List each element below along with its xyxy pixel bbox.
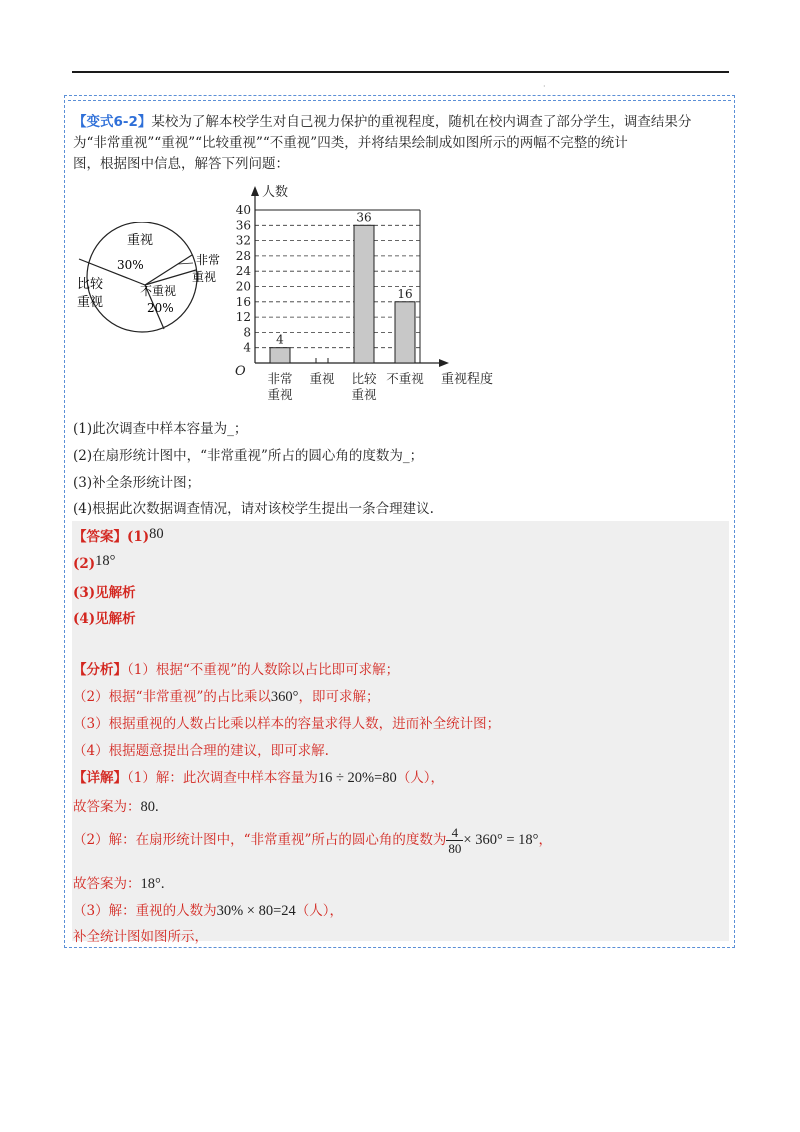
bar-value-label-2: 36 [356, 210, 372, 225]
detail-2-fraction [446, 825, 463, 856]
bar-chart [225, 180, 515, 405]
pie-label-bijiao-2: 重视 [77, 295, 104, 310]
analysis-tag: 【分析】 [73, 662, 127, 678]
detail-2-math: × 360° = 18° [463, 832, 539, 848]
y-tick-label-32: 32 [235, 233, 251, 248]
header-rule [72, 71, 729, 73]
detail-1-ans-pre: 故答案为： [73, 799, 141, 815]
answer-line-3: (3)见解析 [73, 585, 136, 601]
detail-line-5 [73, 899, 343, 920]
question-stem [73, 112, 723, 175]
origin-label: O [235, 364, 246, 379]
question-tag: 【变式6-2】 [73, 114, 152, 130]
detail-2-frac-den: 80 [448, 841, 462, 856]
y-tick-label-16: 16 [235, 294, 251, 309]
detail-3-pre: （3）解：重视的人数为 [73, 903, 217, 919]
answer-line-1 [73, 525, 164, 545]
y-axis-label: 人数 [262, 185, 289, 200]
detail-1-math: 16 ÷ 20%=80 [317, 770, 397, 786]
stem-line-3: 图，根据图中信息，解答下列问题： [73, 156, 289, 172]
sub-question-4: (4)根据此次数据调查情况，请对该校学生提出一条合理建议. [73, 501, 434, 517]
sub-question-1: (1)此次调查中样本容量为_； [73, 421, 248, 437]
detail-1-ans-post: . [155, 799, 159, 815]
pie-pct-buzhongshi: 20% [147, 301, 174, 315]
detail-3-post: （人）， [295, 903, 344, 919]
detail-line-1 [73, 766, 444, 787]
stem-line-1: 某校为了解本校学生对自己视力保护的重视程度，随机在校内调查了部分学生，调查结果分 [151, 114, 692, 130]
analysis-line-1 [73, 658, 399, 678]
x-tick-label-1-0: 重视 [309, 371, 335, 386]
answer-2-prefix: (2) [73, 556, 96, 572]
y-tick-label-12: 12 [235, 310, 251, 325]
y-tick-label-8: 8 [243, 325, 251, 340]
detail-1-post: （人）， [396, 770, 445, 786]
detail-2-pre: （2）解：在扇形统计图中，“非常重视”所占的圆心角的度数为 [73, 832, 447, 848]
frame-inner-rule [68, 100, 731, 108]
answer-1-value: 80 [149, 526, 164, 542]
x-tick-label-2-1: 重视 [351, 387, 377, 402]
detail-1-ans-math: 80 [140, 799, 155, 815]
pie-label-feichang-2: 重视 [192, 270, 217, 284]
analysis-2-math: 360° [270, 689, 299, 705]
pie-label-feichang-1: 非常 [196, 253, 221, 267]
sub-question-2: (2)在扇形统计图中，“非常重视”所占的圆心角的度数为_； [73, 448, 424, 464]
pie-label-bijiao-1: 比较 [77, 277, 104, 292]
analysis-2-pre: （2）根据“非常重视”的占比乘以 [73, 689, 271, 705]
detail-3-math: 30% × 80=24 [216, 903, 296, 919]
bar-0 [270, 348, 290, 363]
y-tick-label-40: 40 [235, 203, 251, 217]
detail-line-6: 补全统计图如图所示， [73, 929, 208, 945]
detail-2-ans-post: . [160, 876, 165, 892]
analysis-1: （1）根据“不重视”的人数除以占比即可求解； [127, 662, 400, 678]
answer-tag: 【答案】 [73, 529, 127, 545]
stem-line-2: 为“非常重视”“重视”“比较重视”“不重视”四类，并将结果绘制成如图所示的两幅不完整的统计 [73, 135, 628, 151]
detail-line-2 [73, 795, 159, 816]
answer-1-prefix: (1) [127, 529, 150, 545]
analysis-line-3: （3）根据重视的人数占比乘以样本的容量求得人数，进而补全统计图； [73, 716, 501, 732]
detail-2-ans-pre: 故答案为： [73, 876, 141, 892]
detail-tag: 【详解】 [73, 770, 127, 786]
detail-1-pre: （1）解：此次调查中样本容量为 [127, 770, 318, 786]
bar-2 [354, 225, 374, 363]
x-tick-label-0-1: 重视 [267, 387, 293, 402]
y-tick-label-24: 24 [235, 264, 251, 279]
detail-2-ans-math: 18° [140, 876, 161, 892]
y-tick-label-20: 20 [235, 279, 251, 294]
detail-line-4 [73, 872, 164, 893]
bar-3 [395, 302, 415, 363]
analysis-2-post: ，即可求解； [298, 689, 380, 705]
y-axis-arrow [251, 186, 259, 196]
x-axis-label: 重视程度 [441, 372, 494, 387]
pie-label-zhongshi: 重视 [127, 233, 154, 248]
analysis-line-4: （4）根据题意提出合理的建议，即可求解. [73, 743, 329, 759]
x-tick-label-3-0: 不重视 [386, 371, 424, 386]
y-tick-label-4: 4 [243, 340, 251, 355]
pie-label-buzhongshi: 不重视 [140, 284, 177, 298]
x-tick-label-2-0: 比较 [351, 371, 377, 386]
answer-line-2 [73, 553, 115, 572]
detail-2-post: ， [538, 832, 552, 848]
analysis-line-2 [73, 685, 379, 706]
sub-question-3: (3)补全条形统计图； [73, 475, 201, 491]
answer-2-value: 18° [95, 553, 116, 569]
pie-pct-zhongshi: 30% [117, 258, 144, 272]
x-tick-label-0-0: 非常 [267, 371, 293, 386]
detail-line-3 [73, 825, 552, 856]
header-dot: · [543, 82, 546, 91]
pie-chart [70, 222, 230, 342]
answer-line-4: (4)见解析 [73, 611, 136, 627]
bar-value-label-3: 16 [397, 286, 413, 301]
x-axis-arrow [439, 359, 449, 367]
bar-value-label-0: 4 [276, 332, 284, 347]
y-tick-label-36: 36 [235, 218, 251, 233]
y-tick-label-28: 28 [235, 248, 251, 263]
detail-2-frac-num: 4 [446, 825, 463, 841]
